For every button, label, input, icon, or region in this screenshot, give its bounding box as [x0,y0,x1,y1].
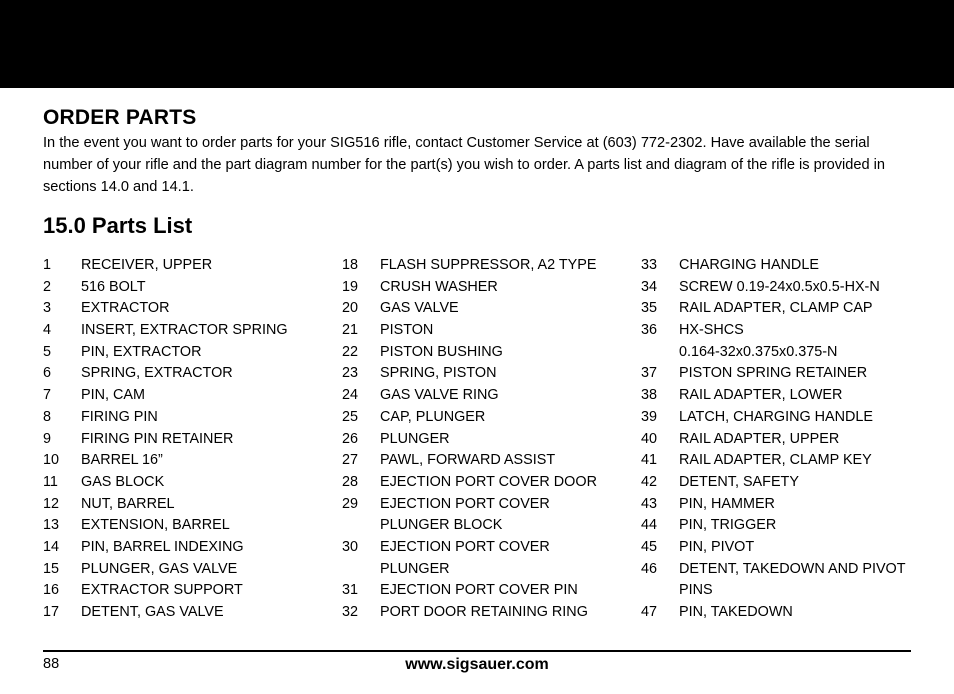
part-number: 6 [43,365,52,382]
part-name: PIN, TAKEDOWN [679,604,793,620]
part-name: PISTON BUSHING [380,343,503,360]
part-name: GAS BLOCK [81,473,165,490]
section-title: ORDER PARTS [43,106,197,129]
part-number: 34 [641,278,658,295]
part-name: FIRING PIN RETAINER [81,430,234,447]
part-name: RAIL ADAPTER, LOWER [679,387,843,404]
part-number: 35 [641,300,658,317]
part-name: PIN, PIVOT [679,538,755,555]
part-name: SPRING, EXTRACTOR [81,365,233,382]
part-number: 4 [43,322,52,339]
part-number: 45 [641,538,658,555]
part-number: 18 [342,257,359,273]
parts-list-title: 15.0 Parts List [43,213,193,238]
part-number: 29 [342,495,359,512]
part-number: 25 [342,408,359,425]
part-number: 30 [342,538,359,555]
part-name: PLUNGER [380,560,450,577]
part-name: PLUNGER BLOCK [380,517,503,534]
part-name: PIN, CAM [81,387,145,404]
part-number: 32 [342,604,359,620]
part-name: RAIL ADAPTER, CLAMP KEY [679,452,872,469]
part-number: 16 [43,582,60,599]
part-name: DETENT, SAFETY [679,473,799,490]
part-number: 23 [342,365,359,382]
part-name: PIN, EXTRACTOR [81,343,202,360]
part-number: 20 [342,300,359,317]
part-number: 42 [641,473,658,490]
part-number: 21 [342,322,359,339]
part-name: GAS VALVE RING [380,387,499,404]
part-number: 22 [342,343,359,360]
part-number: 8 [43,408,52,425]
part-name: PIN, HAMMER [679,495,775,512]
part-number: 24 [342,387,359,404]
part-name: 0.164-32x0.375x0.375-N [679,343,838,360]
part-number: 1 [43,257,52,273]
part-name: RECEIVER, UPPER [81,257,213,273]
part-name: NUT, BARREL [81,495,175,512]
website-link[interactable]: www.sigsauer.com [405,656,549,673]
part-name: EJECTION PORT COVER DOOR [380,473,597,490]
part-number: 47 [641,604,658,620]
part-name: EXTRACTOR SUPPORT [81,582,243,599]
part-name: SPRING, PISTON [380,365,497,382]
part-number: 40 [641,430,658,447]
part-number: 10 [43,452,60,469]
part-number: 7 [43,387,52,404]
part-name: PISTON SPRING RETAINER [679,365,868,382]
intro-paragraph: In the event you want to order parts for your SIG516 rifle, contact Customer Service at (603) 772-2302. Have available the serial number of your rifle and the part diagram number for the part(s) you wish to order. A parts list and diagram of the rifle is provided in sections 14.0 and 14.1. [43,135,885,195]
part-name: CRUSH WASHER [380,278,498,295]
part-name: PIN, TRIGGER [679,517,777,534]
page-number: 88 [43,656,60,672]
part-name: PORT DOOR RETAINING RING [380,604,588,620]
part-name: HX-SHCS [679,322,744,339]
part-name: EXTENSION, BARREL [81,517,230,534]
part-number: 13 [43,517,60,534]
part-name: PISTON [380,322,434,339]
part-name: GAS VALVE [380,300,459,317]
part-number: 19 [342,278,359,295]
part-name: PIN, BARREL INDEXING [81,538,244,555]
part-name: FIRING PIN [81,408,158,425]
part-number: 5 [43,343,52,360]
part-name: RAIL ADAPTER, UPPER [679,430,840,447]
part-name: RAIL ADAPTER, CLAMP CAP [679,300,873,317]
part-name: INSERT, EXTRACTOR SPRING [81,322,288,339]
part-number: 43 [641,495,658,512]
part-number: 37 [641,365,658,382]
part-number: 46 [641,560,658,577]
part-name: EJECTION PORT COVER [380,495,550,512]
part-number: 39 [641,408,658,425]
part-number: 31 [342,582,359,599]
part-name: EJECTION PORT COVER [380,538,550,555]
part-name: 516 BOLT [81,278,146,295]
part-number: 9 [43,430,52,447]
part-name: PLUNGER [380,430,450,447]
part-number: 12 [43,495,60,512]
part-name: DETENT, GAS VALVE [81,604,224,620]
part-name: DETENT, TAKEDOWN AND PIVOT [679,560,906,577]
part-name: PLUNGER, GAS VALVE [81,560,238,577]
part-number: 26 [342,430,359,447]
part-number: 17 [43,604,60,620]
header-band [0,0,954,88]
part-number: 38 [641,387,658,404]
part-name: BARREL 16” [81,452,163,469]
part-number: 14 [43,538,60,555]
part-number: 36 [641,322,658,339]
part-number: 44 [641,517,658,534]
part-number: 41 [641,452,658,469]
part-name: PAWL, FORWARD ASSIST [380,452,556,469]
part-number: 15 [43,560,60,577]
part-name: CHARGING HANDLE [679,257,819,273]
part-name: EXTRACTOR [81,300,170,317]
part-name: FLASH SUPPRESSOR, A2 TYPE [380,257,597,273]
part-name: PINS [679,582,713,599]
part-number: 33 [641,257,658,273]
footer-rule [43,650,911,652]
part-number: 27 [342,452,359,469]
part-name: CAP, PLUNGER [380,408,486,425]
part-number: 28 [342,473,359,490]
part-name: LATCH, CHARGING HANDLE [679,408,874,425]
part-number: 2 [43,278,52,295]
part-number: 3 [43,300,52,317]
part-number: 11 [43,473,58,490]
part-name: SCREW 0.19-24x0.5x0.5-HX-N [679,278,880,295]
part-name: EJECTION PORT COVER PIN [380,582,578,599]
